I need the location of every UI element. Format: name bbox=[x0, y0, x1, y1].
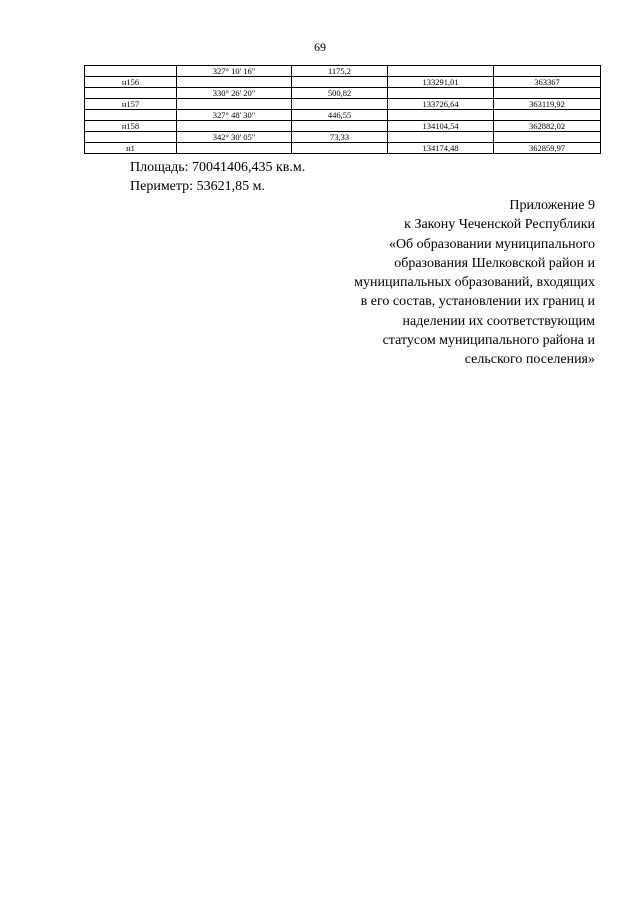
y-coordinate-cell: 363367 bbox=[494, 77, 601, 88]
appendix-line: статусом муниципального района и bbox=[382, 333, 595, 349]
bearing-cell bbox=[177, 77, 292, 88]
x-coordinate-cell bbox=[388, 110, 494, 121]
x-coordinate-cell bbox=[388, 132, 494, 143]
bearing-cell: 342° 30' 05" bbox=[177, 132, 292, 143]
appendix-line: муниципальных образований, входящих bbox=[354, 275, 595, 291]
point-cell bbox=[85, 110, 177, 121]
y-coordinate-cell bbox=[494, 66, 601, 77]
point-cell: н156 bbox=[85, 77, 177, 88]
table-row bbox=[85, 110, 601, 121]
coordinates-table bbox=[84, 65, 601, 154]
distance-cell: 73,33 bbox=[292, 132, 388, 143]
table-row bbox=[85, 132, 601, 143]
appendix-line: наделении их соответствующим bbox=[402, 313, 595, 329]
bearing-cell bbox=[177, 143, 292, 154]
y-coordinate-cell bbox=[494, 132, 601, 143]
point-cell bbox=[85, 88, 177, 99]
appendix-title: Приложение 9 bbox=[509, 198, 595, 213]
point-cell: н158 bbox=[85, 121, 177, 132]
distance-cell: 446,55 bbox=[292, 110, 388, 121]
table-row bbox=[85, 66, 601, 77]
distance-cell bbox=[292, 77, 388, 88]
appendix-line: в его состав, установлении их границ и bbox=[360, 294, 595, 310]
x-coordinate-cell: 134104,54 bbox=[388, 121, 494, 132]
table-row bbox=[85, 88, 601, 99]
appendix-line: «Об образовании муниципального bbox=[388, 236, 595, 252]
bearing-cell: 330° 26' 20" bbox=[177, 88, 292, 99]
appendix-header bbox=[354, 196, 595, 370]
bearing-cell bbox=[177, 99, 292, 110]
perimeter-text: Периметр: 53621,85 м. bbox=[130, 179, 265, 194]
x-coordinate-cell bbox=[388, 88, 494, 99]
appendix-line: к Закону Чеченской Республики bbox=[404, 217, 595, 233]
page-number: 69 bbox=[314, 40, 326, 54]
bearing-cell bbox=[177, 121, 292, 132]
x-coordinate-cell: 133291,01 bbox=[388, 77, 494, 88]
y-coordinate-cell bbox=[494, 88, 601, 99]
bearing-cell: 327° 10' 16" bbox=[177, 66, 292, 77]
y-coordinate-cell: 362859,97 bbox=[494, 143, 601, 154]
bearing-cell: 327° 48' 30" bbox=[177, 110, 292, 121]
x-coordinate-cell: 134174,48 bbox=[388, 143, 494, 154]
table-row bbox=[85, 121, 601, 132]
y-coordinate-cell: 363119,92 bbox=[494, 99, 601, 110]
x-coordinate-cell: 133726,64 bbox=[388, 99, 494, 110]
distance-cell bbox=[292, 143, 388, 154]
y-coordinate-cell: 362882,02 bbox=[494, 121, 601, 132]
distance-cell bbox=[292, 99, 388, 110]
table-row bbox=[85, 99, 601, 110]
table-row bbox=[85, 77, 601, 88]
point-cell: н1 bbox=[85, 143, 177, 154]
point-cell: н157 bbox=[85, 99, 177, 110]
appendix-line: сельского поселения» bbox=[464, 352, 595, 368]
appendix-line: образования Шелковской район и bbox=[394, 255, 595, 271]
point-cell bbox=[85, 66, 177, 77]
distance-cell: 500,82 bbox=[292, 88, 388, 99]
area-text: Площадь: 70041406,435 кв.м. bbox=[130, 160, 306, 175]
distance-cell: 1175,2 bbox=[292, 66, 388, 77]
point-cell bbox=[85, 132, 177, 143]
x-coordinate-cell bbox=[388, 66, 494, 77]
table-row bbox=[85, 143, 601, 154]
y-coordinate-cell bbox=[494, 110, 601, 121]
distance-cell bbox=[292, 121, 388, 132]
